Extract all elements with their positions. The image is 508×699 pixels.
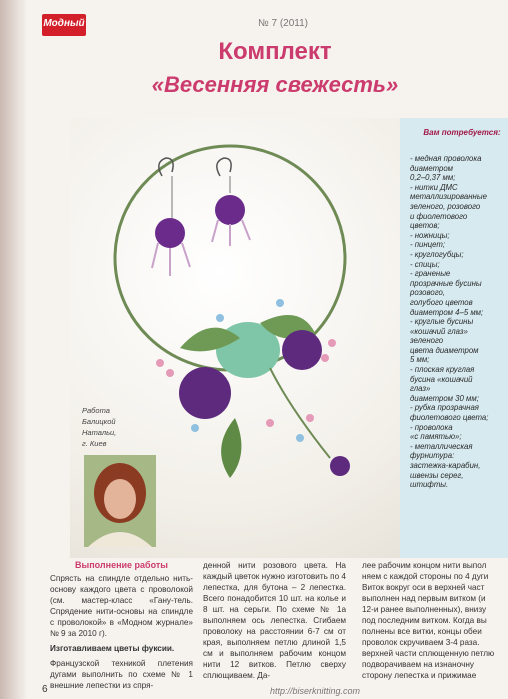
materials-item: 5 мм; — [410, 355, 430, 365]
materials-item: фиолетового цвета; — [410, 413, 489, 423]
materials-title: Вам потребуется: — [423, 128, 501, 137]
materials-item: - металлическая — [410, 441, 473, 451]
earring-flower-left — [155, 218, 185, 248]
paragraph: Французской техникой плетения дугами выполнить по схеме № 1 внешние лепестки из спря- — [50, 659, 193, 690]
materials-item: - ножницы; — [410, 230, 450, 240]
article-title-line1: Комплект — [218, 38, 332, 65]
text-line: верхней части сплющенную петлю — [362, 649, 495, 658]
section-heading: Выполнение работы — [75, 560, 168, 570]
materials-item: - пинцет; — [410, 240, 446, 250]
text-line: под последним витком. Когда вы — [362, 616, 487, 625]
stem-1 — [270, 368, 330, 458]
subheading: Изготавливаем цветы фуксии. — [50, 644, 175, 653]
materials-item: глаз» — [410, 384, 431, 394]
materials-item: - спицы; — [410, 259, 440, 269]
photo-caption — [82, 405, 116, 449]
text-line: няем с каждой стороны по 4 дуги — [362, 572, 489, 581]
article-column-1 — [50, 560, 193, 695]
materials-item: диаметром — [410, 163, 454, 173]
materials-item: цвета диаметром — [410, 345, 479, 355]
text-line: проволок скручиваем 3-4 раза. — [362, 638, 480, 647]
bud — [330, 456, 350, 476]
text-line: Виток вокруг оси в верхней част — [362, 583, 485, 592]
materials-item: - круглые бусины — [410, 317, 474, 327]
materials-item: зеленого — [410, 336, 444, 346]
materials-item: - нитки ДМС — [410, 182, 458, 192]
materials-item: зеленого, розового — [410, 201, 481, 211]
text-line: сторону лепестка и прижимае — [362, 671, 477, 680]
article-column-2 — [203, 560, 346, 685]
materials-item: голубого цветов — [410, 297, 473, 307]
materials-item: бусина «кошачий — [410, 374, 473, 384]
footer-url: http://biserknitting.com — [270, 686, 361, 696]
article-title-line2: «Весенняя свежесть» — [151, 72, 399, 97]
materials-list — [410, 154, 506, 490]
materials-item: и фиолетового — [410, 211, 468, 221]
pendant-flower-2 — [179, 367, 231, 419]
materials-item: - граненые — [410, 269, 451, 279]
materials-item: розового, — [410, 288, 445, 298]
text-line: подворачиваем на изнаночну — [362, 660, 474, 669]
materials-item: диаметром 4–5 мм; — [410, 307, 484, 317]
materials-item: диаметром 30 мм; — [410, 393, 479, 403]
pendant-flower-1 — [282, 330, 322, 370]
leaf-3 — [221, 418, 241, 478]
materials-item: - медная проволока — [410, 154, 482, 163]
materials-item: - плоская круглая — [410, 365, 475, 375]
text-line: лее рабочим концом нити выпол — [362, 561, 487, 570]
materials-item: швензы серег, — [410, 470, 464, 480]
earring-hook-right — [217, 158, 231, 176]
caption-line: Работа — [82, 406, 110, 415]
author-portrait — [84, 455, 156, 547]
materials-item: «кошачий глаз» — [410, 326, 468, 336]
text-line: выполнен над первым витком (и — [362, 594, 486, 603]
text-line: 12-и ранее выполненных), внизу — [362, 605, 487, 614]
paragraph: денной нити розового цвета. На каждый цветок нужно изготовить по 4 лепестка, для бутона – 2 лепестка. Всего понадобится 10 шт. на колье и 8 шт. на серьги. По схеме № 1а выполняем ось лепестка. Сгибаем проволоку на расстоянии 6-7 см от края, выполняем петлю длиной 1,5 см и выполняем рабочим концом нити 12 витков. Петлю сверху сплющиваем. Да- — [203, 561, 346, 680]
materials-item: - круглогубцы; — [410, 249, 464, 259]
magazine-logo: Модный — [42, 14, 86, 36]
materials-item: прозрачные бусины — [410, 278, 482, 288]
materials-item: цветов; — [410, 221, 440, 231]
materials-item: застежка-карабин, — [410, 461, 481, 470]
page-number: 6 — [42, 684, 48, 695]
caption-line: г. Киев — [82, 439, 107, 448]
materials-item: фурнитура: — [410, 451, 455, 461]
materials-item: штифты. — [410, 480, 449, 490]
issue-number: № 7 (2011) — [258, 18, 309, 29]
text-line: полнены все витки, концы обеи — [362, 627, 482, 636]
materials-item: - рубка прозрачная — [410, 403, 479, 413]
caption-line: Балицкой — [82, 417, 116, 426]
materials-item: «с памятью»; — [410, 432, 462, 442]
article-column-3 — [362, 560, 508, 681]
paragraph: Спрясть на спиндле отдельно нить-основу каждого цвета с проволокой (см. мастер-класс «Гану-тель. Спрядение нити-основы на спиндле с проволокой» в «Модном журнале» № 9 за 2010 г). — [50, 574, 193, 638]
materials-sidebar — [400, 118, 508, 558]
page-edge — [0, 0, 28, 699]
caption-line: Натальи, — [82, 428, 117, 437]
materials-item: металлизированные — [410, 192, 487, 202]
earring-flower-right — [215, 195, 245, 225]
author-photo — [84, 455, 156, 547]
materials-item: - проволока — [410, 422, 453, 432]
materials-item: 0,2–0,37 мм; — [410, 173, 456, 183]
